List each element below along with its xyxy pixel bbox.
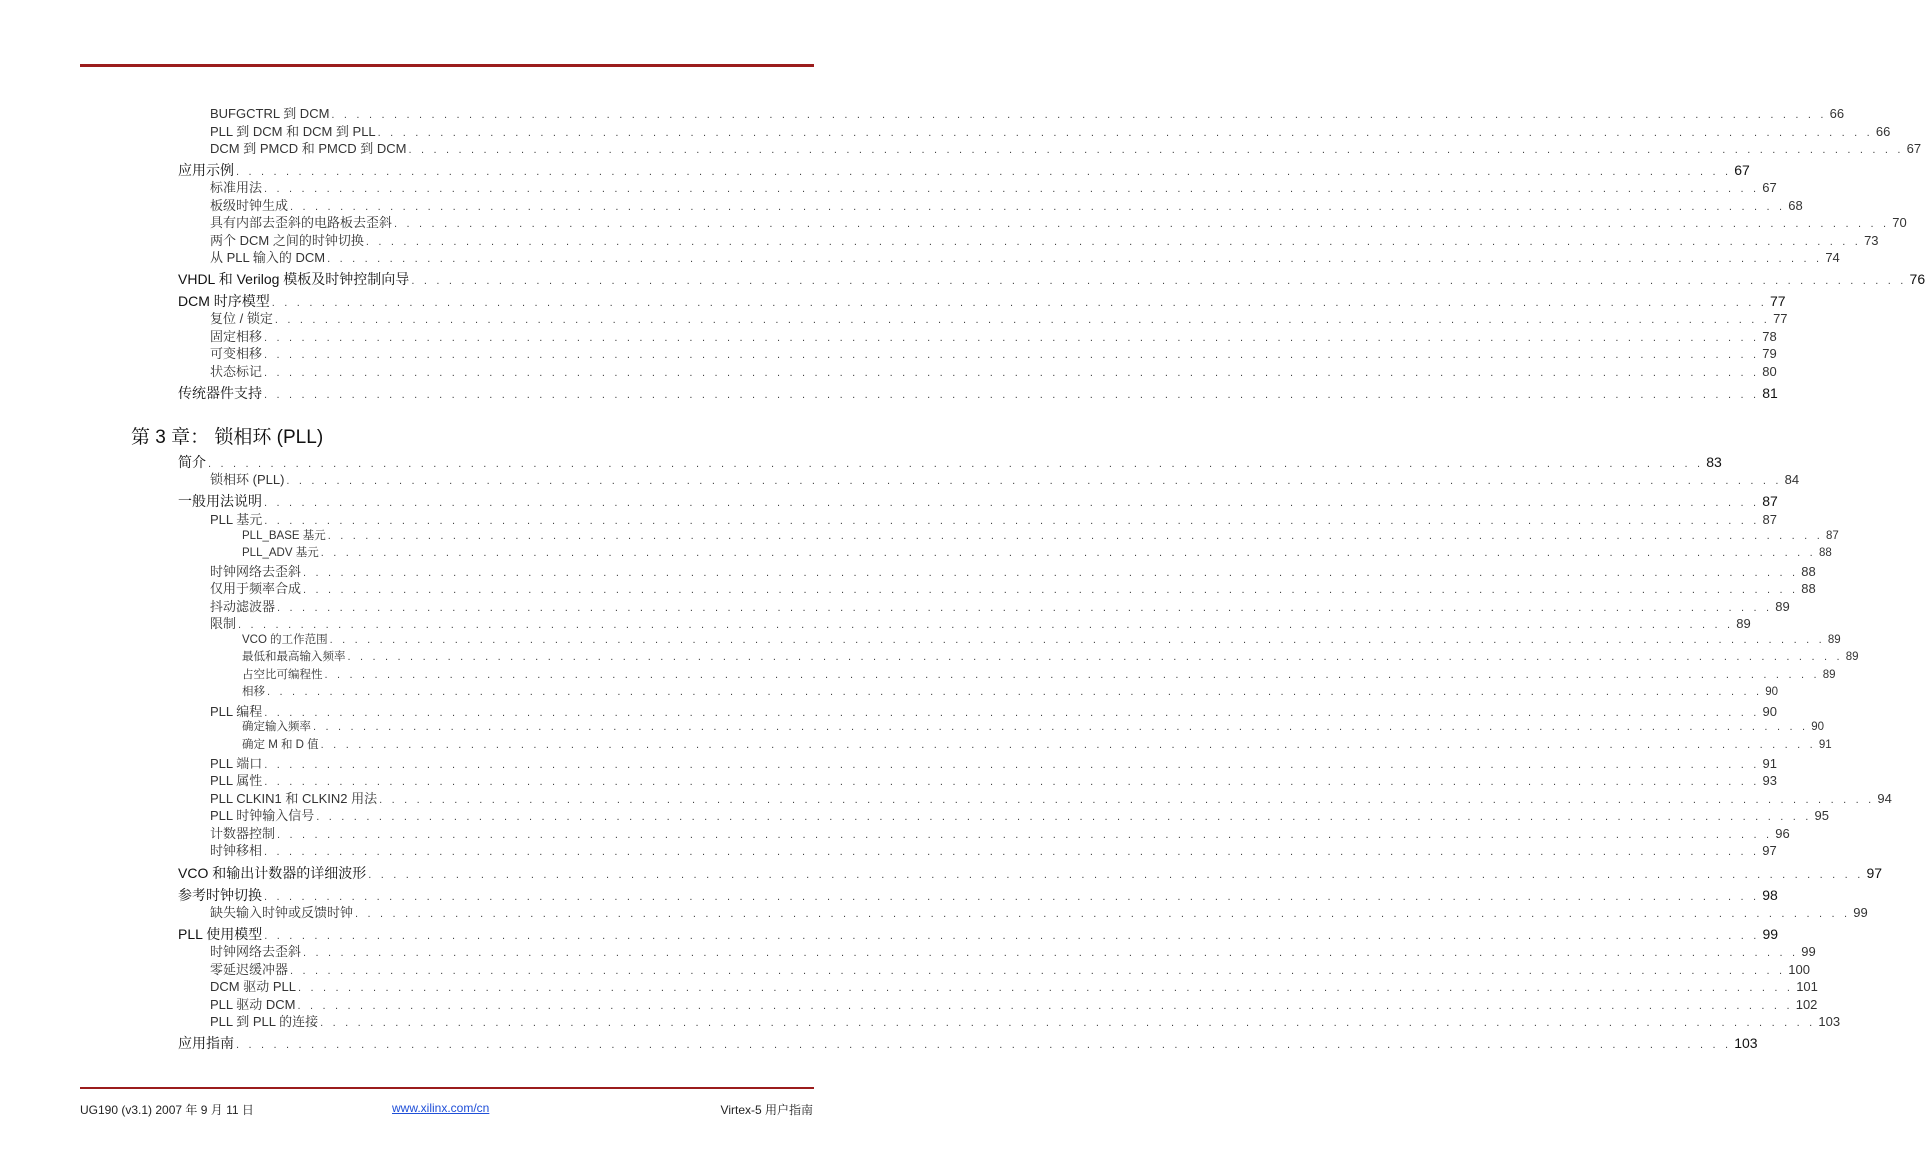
toc-page-number: 67 [1906, 141, 1922, 156]
toc-page-number: 78 [1762, 329, 1777, 344]
toc-entry-level-3[interactable] [242, 544, 1832, 560]
toc-dot-leader: . . . . . . . . . . . . . . . . . . . . . . . . . . . . . . . . . . . . . . . . . . . . . . . . . . . . . . . . . . . . . . . . . . . . . . . . . . . . . . . . . . . . . . . . . . . . . . . . . . . . . . . . . . . . . . . . . . . . . . . . [316, 811, 1812, 823]
toc-entry-title: PLL_ADV 基元 [242, 547, 319, 559]
toc-dot-leader: . . . . . . . . . . . . . . . . . . . . . . . . . . . . . . . . . . . . . . . . . . . . . . . . . . . . . . . . . . . . . . . . . . . . . . . . . . . . . . . . . . . . . . . . . . . . . . . . . . . . . . . . . . . . . . . . . . . . . . . . [277, 602, 1773, 614]
toc-dot-leader: . . . . . . . . . . . . . . . . . . . . . . . . . . . . . . . . . . . . . . . . . . . . . . . . . . . . . . . . . . . . . . . . . . . . . . . . . . . . . . . . . . . . . . . . . . . . . . . . . . . . . . . . . . . . . . . . . . . . . . . . [347, 651, 1843, 663]
toc-page-number: 89 [1827, 634, 1841, 646]
toc-entry-title: 零延迟缓冲器 [210, 962, 289, 977]
toc-entry-level-2[interactable] [210, 103, 1845, 122]
toc-page-number: 83 [1706, 454, 1722, 470]
toc-entry-level-1[interactable] [178, 1033, 1758, 1053]
toc-dot-leader: . . . . . . . . . . . . . . . . . . . . . . . . . . . . . . . . . . . . . . . . . . . . . . . . . . . . . . . . . . . . . . . . . . . . . . . . . . . . . . . . . . . . . . . . . . . . . . . . . . . . . . . . . . . . . . . . . . . . . . . . [264, 759, 1760, 771]
toc-entry-level-2[interactable] [210, 247, 1840, 266]
toc-entry-level-3[interactable] [242, 527, 1839, 543]
toc-page-number: 91 [1818, 739, 1832, 751]
toc-page-number: 95 [1814, 808, 1829, 823]
toc-entry-title: 仅用于频率合成 [210, 581, 302, 596]
toc-entry-level-2[interactable] [210, 212, 1907, 231]
toc-page-number: 101 [1796, 979, 1818, 994]
toc-dot-leader: . . . . . . . . . . . . . . . . . . . . . . . . . . . . . . . . . . . . . . . . . . . . . . . . . . . . . . . . . . . . . . . . . . . . . . . . . . . . . . . . . . . . . . . . . . . . . . . . . . . . . . . . . . . . . . . . . . . . . . . . [290, 201, 1786, 213]
toc-page-number: 99 [1853, 905, 1868, 920]
toc-dot-leader: . . . . . . . . . . . . . . . . . . . . . . . . . . . . . . . . . . . . . . . . . . . . . . . . . . . . . . . . . . . . . . . . . . . . . . . . . . . . . . . . . . . . . . . . . . . . . . . . . . . . . . . . . . . . . . . . . . . . . . . . [264, 497, 1760, 509]
toc-entry-title: PLL 基元 [210, 512, 263, 527]
toc-dot-leader: . . . . . . . . . . . . . . . . . . . . . . . . . . . . . . . . . . . . . . . . . . . . . . . . . . . . . . . . . . . . . . . . . . . . . . . . . . . . . . . . . . . . . . . . . . . . . . . . . . . . . . . . . . . . . . . . . . . . . . . . [290, 965, 1786, 977]
footer-doc-id: UG190 (v3.1) 2007 年 9 月 11 日 [80, 1103, 254, 1117]
toc-entry-title: 时钟网络去歪斜 [210, 564, 302, 579]
toc-dot-leader: . . . . . . . . . . . . . . . . . . . . . . . . . . . . . . . . . . . . . . . . . . . . . . . . . . . . . . . . . . . . . . . . . . . . . . . . . . . . . . . . . . . . . . . . . . . . . . . . . . . . . . . . . . . . . . . . . . . . . . . . [377, 127, 1873, 139]
toc-page-number: 68 [1788, 198, 1803, 213]
toc-dot-leader: . . . . . . . . . . . . . . . . . . . . . . . . . . . . . . . . . . . . . . . . . . . . . . . . . . . . . . . . . . . . . . . . . . . . . . . . . . . . . . . . . . . . . . . . . . . . . . . . . . . . . . . . . . . . . . . . . . . . . . . . [264, 332, 1760, 344]
toc-entry-level-2[interactable] [210, 361, 1777, 380]
toc-entry-title: 复位 / 锁定 [210, 311, 273, 326]
toc-dot-leader: . . . . . . . . . . . . . . . . . . . . . . . . . . . . . . . . . . . . . . . . . . . . . . . . . . . . . . . . . . . . . . . . . . . . . . . . . . . . . . . . . . . . . . . . . . . . . . . . . . . . . . . . . . . . . . . . . . . . . . . . [408, 144, 1904, 156]
toc-page-number: 76 [1909, 271, 1925, 287]
toc-page-number: 97 [1866, 865, 1883, 881]
toc-entry-level-2[interactable] [210, 902, 1868, 921]
footer-guide-title: Virtex-5 用户指南 [720, 1103, 813, 1117]
toc-page-number: 88 [1801, 564, 1816, 579]
toc-entry-title: 从 PLL 输入的 DCM [210, 250, 326, 265]
toc-entry-level-1[interactable] [178, 269, 1925, 289]
toc-entry-level-3[interactable] [242, 631, 1841, 647]
toc-entry-level-2[interactable] [210, 805, 1829, 824]
toc-entry-title: 缺失输入时钟或反馈时钟 [210, 905, 354, 920]
toc-entry-level-2[interactable] [210, 840, 1777, 859]
toc-entry-title: PLL 编程 [210, 704, 263, 719]
toc-page-number: 100 [1788, 962, 1810, 977]
toc-dot-leader: . . . . . . . . . . . . . . . . . . . . . . . . . . . . . . . . . . . . . . . . . . . . . . . . . . . . . . . . . . . . . . . . . . . . . . . . . . . . . . . . . . . . . . . . . . . . . . . . . . . . . . . . . . . . . . . . . . . . . . . . [303, 567, 1799, 579]
toc-page-number: 80 [1762, 364, 1777, 379]
toc-page-number: 81 [1762, 385, 1778, 401]
toc-dot-leader: . . . . . . . . . . . . . . . . . . . . . . . . . . . . . . . . . . . . . . . . . . . . . . . . . . . . . . . . . . . . . . . . . . . . . . . . . . . . . . . . . . . . . . . . . . . . . . . . . . . . . . . . . . . . . . . . . . . . . . . . [264, 349, 1760, 361]
toc-page-number: 74 [1825, 250, 1840, 265]
toc-entry-title: 板级时钟生成 [210, 198, 289, 213]
toc-entry-title: 固定相移 [210, 329, 263, 344]
toc-entry-level-1[interactable] [178, 863, 1883, 883]
toc-dot-leader: . . . . . . . . . . . . . . . . . . . . . . . . . . . . . . . . . . . . . . . . . . . . . . . . . . . . . . . . . . . . . . . . . . . . . . . . . . . . . . . . . . . . . . . . . . . . . . . . . . . . . . . . . . . . . . . . . . . . . . . . [264, 389, 1760, 401]
toc-dot-leader: . . . . . . . . . . . . . . . . . . . . . . . . . . . . . . . . . . . . . . . . . . . . . . . . . . . . . . . . . . . . . . . . . . . . . . . . . . . . . . . . . . . . . . . . . . . . . . . . . . . . . . . . . . . . . . . . . . . . . . . . [264, 183, 1760, 195]
toc-entry-title: DCM 驱动 PLL [210, 979, 296, 994]
toc-entry-level-2[interactable] [210, 343, 1777, 362]
toc-entry-title: 确定输入频率 [242, 721, 311, 733]
toc-page-number: 88 [1818, 547, 1832, 559]
toc-entry-title: 一般用法说明 [178, 493, 262, 509]
toc-dot-leader: . . . . . . . . . . . . . . . . . . . . . . . . . . . . . . . . . . . . . . . . . . . . . . . . . . . . . . . . . . . . . . . . . . . . . . . . . . . . . . . . . . . . . . . . . . . . . . . . . . . . . . . . . . . . . . . . . . . . . . . . [264, 930, 1760, 942]
toc-page-number: 94 [1877, 791, 1892, 806]
toc-entry-level-3[interactable] [242, 648, 1859, 664]
toc-entry-level-2[interactable] [210, 578, 1816, 597]
toc-entry-level-2[interactable] [210, 976, 1818, 995]
toc-page-number: 67 [1762, 180, 1777, 195]
toc-entry-level-2[interactable] [210, 177, 1777, 196]
toc-page-number: 88 [1801, 581, 1816, 596]
toc-dot-leader: . . . . . . . . . . . . . . . . . . . . . . . . . . . . . . . . . . . . . . . . . . . . . . . . . . . . . . . . . . . . . . . . . . . . . . . . . . . . . . . . . . . . . . . . . . . . . . . . . . . . . . . . . . . . . . . . . . . . . . . . [303, 584, 1799, 596]
toc-dot-leader: . . . . . . . . . . . . . . . . . . . . . . . . . . . . . . . . . . . . . . . . . . . . . . . . . . . . . . . . . . . . . . . . . . . . . . . . . . . . . . . . . . . . . . . . . . . . . . . . . . . . . . . . . . . . . . . . . . . . . . . . [277, 829, 1773, 841]
toc-page-number: 99 [1762, 926, 1779, 942]
toc-page-number: 87 [1825, 530, 1839, 542]
toc-entry-title: PLL 使用模型 [178, 926, 263, 942]
toc-page-number: 77 [1773, 311, 1788, 326]
toc-entry-title: VCO 的工作范围 [242, 634, 328, 646]
toc-dot-leader: . . . . . . . . . . . . . . . . . . . . . . . . . . . . . . . . . . . . . . . . . . . . . . . . . . . . . . . . . . . . . . . . . . . . . . . . . . . . . . . . . . . . . . . . . . . . . . . . . . . . . . . . . . . . . . . . . . . . . . . . [303, 947, 1799, 959]
toc-entry-title: PLL 端口 [210, 756, 263, 771]
toc-entry-title: 计数器控制 [210, 826, 276, 841]
toc-entry-level-1[interactable] [178, 383, 1778, 403]
toc-page-number: 96 [1775, 826, 1790, 841]
toc-entry-title: 简介 [178, 454, 206, 470]
toc-entry-title: VCO 和输出计数器的详细波形 [178, 865, 367, 881]
toc-dot-leader: . . . . . . . . . . . . . . . . . . . . . . . . . . . . . . . . . . . . . . . . . . . . . . . . . . . . . . . . . . . . . . . . . . . . . . . . . . . . . . . . . . . . . . . . . . . . . . . . . . . . . . . . . . . . . . . . . . . . . . . . [271, 297, 1768, 309]
toc-dot-leader: . . . . . . . . . . . . . . . . . . . . . . . . . . . . . . . . . . . . . . . . . . . . . . . . . . . . . . . . . . . . . . . . . . . . . . . . . . . . . . . . . . . . . . . . . . . . . . . . . . . . . . . . . . . . . . . . . . . . . . . . [238, 619, 1734, 631]
toc-page-number: 91 [1762, 756, 1777, 771]
toc-page-number: 90 [1765, 686, 1779, 698]
toc-page-number: 87 [1762, 512, 1777, 527]
toc-entry-level-1[interactable] [178, 491, 1778, 511]
chapter-heading: 第 3 章： 锁相环 (PLL) [131, 427, 324, 448]
toc-dot-leader: . . . . . . . . . . . . . . . . . . . . . . . . . . . . . . . . . . . . . . . . . . . . . . . . . . . . . . . . . . . . . . . . . . . . . . . . . . . . . . . . . . . . . . . . . . . . . . . . . . . . . . . . . . . . . . . . . . . . . . . . [324, 669, 1820, 681]
toc-dot-leader: . . . . . . . . . . . . . . . . . . . . . . . . . . . . . . . . . . . . . . . . . . . . . . . . . . . . . . . . . . . . . . . . . . . . . . . . . . . . . . . . . . . . . . . . . . . . . . . . . . . . . . . . . . . . . . . . . . . . . . . . [327, 530, 1823, 542]
toc-page-number: 102 [1795, 997, 1818, 1012]
toc-page-number: 90 [1811, 721, 1825, 733]
toc-entry-title: DCM 到 PMCD 和 PMCD 到 DCM [210, 141, 407, 156]
toc-page-number: 89 [1845, 651, 1859, 663]
toc-dot-leader: . . . . . . . . . . . . . . . . . . . . . . . . . . . . . . . . . . . . . . . . . . . . . . . . . . . . . . . . . . . . . . . . . . . . . . . . . . . . . . . . . . . . . . . . . . . . . . . . . . . . . . . . . . . . . . . . . . . . . . . . [297, 982, 1794, 994]
toc-entry-title: 确定 M 和 D 值 [242, 739, 319, 751]
toc-dot-leader: . . . . . . . . . . . . . . . . . . . . . . . . . . . . . . . . . . . . . . . . . . . . . . . . . . . . . . . . . . . . . . . . . . . . . . . . . . . . . . . . . . . . . . . . . . . . . . . . . . . . . . . . . . . . . . . . . . . . . . . . [327, 253, 1823, 265]
toc-page-number: 89 [1775, 599, 1790, 614]
toc-entry-level-2[interactable] [210, 138, 1922, 157]
toc-dot-leader: . . . . . . . . . . . . . . . . . . . . . . . . . . . . . . . . . . . . . . . . . . . . . . . . . . . . . . . . . . . . . . . . . . . . . . . . . . . . . . . . . . . . . . . . . . . . . . . . . . . . . . . . . . . . . . . . . . . . . . . . [411, 275, 1907, 287]
toc-dot-leader: . . . . . . . . . . . . . . . . . . . . . . . . . . . . . . . . . . . . . . . . . . . . . . . . . . . . . . . . . . . . . . . . . . . . . . . . . . . . . . . . . . . . . . . . . . . . . . . . . . . . . . . . . . . . . . . . . . . . . . . . [329, 634, 1825, 646]
toc-entry-title: 时钟移相 [210, 843, 263, 858]
toc-page-number: 93 [1762, 773, 1777, 788]
toc-entry-title: PLL 属性 [210, 773, 263, 788]
toc-entry-title: DCM 时序模型 [178, 293, 270, 309]
toc-entry-title: 锁相环 (PLL) [210, 472, 285, 487]
toc-dot-leader: . . . . . . . . . . . . . . . . . . . . . . . . . . . . . . . . . . . . . . . . . . . . . . . . . . . . . . . . . . . . . . . . . . . . . . . . . . . . . . . . . . . . . . . . . . . . . . . . . . . . . . . . . . . . . . . . . . . . . . . . [264, 776, 1760, 788]
toc-entry-level-2[interactable] [210, 509, 1777, 528]
toc-page-number: 66 [1829, 106, 1845, 121]
toc-entry-title: 可变相移 [210, 346, 263, 361]
toc-entry-title: 应用示例 [178, 162, 234, 178]
footer-website-link[interactable]: www.xilinx.com/cn [392, 1101, 490, 1115]
toc-page-number: 89 [1736, 616, 1751, 631]
toc-entry-level-2[interactable] [210, 770, 1777, 789]
toc-dot-leader: . . . . . . . . . . . . . . . . . . . . . . . . . . . . . . . . . . . . . . . . . . . . . . . . . . . . . . . . . . . . . . . . . . . . . . . . . . . . . . . . . . . . . . . . . . . . . . . . . . . . . . . . . . . . . . . . . . . . . . . . [368, 869, 1864, 881]
toc-entry-title: 传统器件支持 [178, 385, 262, 401]
toc-entry-title: 抖动滤波器 [210, 599, 276, 614]
toc-page-number: 73 [1864, 233, 1879, 248]
toc-entry-title: BUFGCTRL 到 DCM [210, 106, 330, 121]
toc-dot-leader: . . . . . . . . . . . . . . . . . . . . . . . . . . . . . . . . . . . . . . . . . . . . . . . . . . . . . . . . . . . . . . . . . . . . . . . . . . . . . . . . . . . . . . . . . . . . . . . . . . . . . . . . . . . . . . . . . . . . . . . . [297, 1000, 1793, 1012]
toc-entry-title: 两个 DCM 之间的时钟切换 [210, 233, 364, 248]
toc-page-number: 67 [1734, 162, 1750, 178]
toc-entry-title: PLL 驱动 DCM [210, 997, 296, 1012]
toc-dot-leader: . . . . . . . . . . . . . . . . . . . . . . . . . . . . . . . . . . . . . . . . . . . . . . . . . . . . . . . . . . . . . . . . . . . . . . . . . . . . . . . . . . . . . . . . . . . . . . . . . . . . . . . . . . . . . . . . . . . . . . . . [208, 458, 1704, 470]
toc-dot-leader: . . . . . . . . . . . . . . . . . . . . . . . . . . . . . . . . . . . . . . . . . . . . . . . . . . . . . . . . . . . . . . . . . . . . . . . . . . . . . . . . . . . . . . . . . . . . . . . . . . . . . . . . . . . . . . . . . . . . . . . . [320, 547, 1816, 559]
toc-entry-title: 时钟网络去歪斜 [210, 944, 302, 959]
toc-dot-leader: . . . . . . . . . . . . . . . . . . . . . . . . . . . . . . . . . . . . . . . . . . . . . . . . . . . . . . . . . . . . . . . . . . . . . . . . . . . . . . . . . . . . . . . . . . . . . . . . . . . . . . . . . . . . . . . . . . . . . . . . [267, 686, 1763, 698]
toc-dot-leader: . . . . . . . . . . . . . . . . . . . . . . . . . . . . . . . . . . . . . . . . . . . . . . . . . . . . . . . . . . . . . . . . . . . . . . . . . . . . . . . . . . . . . . . . . . . . . . . . . . . . . . . . . . . . . . . . . . . . . . . . [394, 218, 1890, 230]
toc-dot-leader: . . . . . . . . . . . . . . . . . . . . . . . . . . . . . . . . . . . . . . . . . . . . . . . . . . . . . . . . . . . . . . . . . . . . . . . . . . . . . . . . . . . . . . . . . . . . . . . . . . . . . . . . . . . . . . . . . . . . . . . . [264, 846, 1760, 858]
toc-page-number: 103 [1734, 1035, 1758, 1051]
toc-entry-title: 状态标记 [210, 364, 263, 379]
toc-entry-level-2[interactable] [210, 613, 1751, 632]
toc-entry-level-2[interactable] [210, 941, 1816, 960]
toc-entry-level-2[interactable] [210, 469, 1800, 488]
toc-entry-level-3[interactable] [242, 683, 1779, 699]
footer-rule [80, 1087, 814, 1089]
toc-entry-level-3[interactable] [242, 718, 1825, 734]
toc-entry-level-3[interactable] [242, 736, 1832, 752]
toc-dot-leader: . . . . . . . . . . . . . . . . . . . . . . . . . . . . . . . . . . . . . . . . . . . . . . . . . . . . . . . . . . . . . . . . . . . . . . . . . . . . . . . . . . . . . . . . . . . . . . . . . . . . . . . . . . . . . . . . . . . . . . . . [264, 515, 1760, 527]
toc-dot-leader: . . . . . . . . . . . . . . . . . . . . . . . . . . . . . . . . . . . . . . . . . . . . . . . . . . . . . . . . . . . . . . . . . . . . . . . . . . . . . . . . . . . . . . . . . . . . . . . . . . . . . . . . . . . . . . . . . . . . . . . . [355, 908, 1851, 920]
toc-dot-leader: . . . . . . . . . . . . . . . . . . . . . . . . . . . . . . . . . . . . . . . . . . . . . . . . . . . . . . . . . . . . . . . . . . . . . . . . . . . . . . . . . . . . . . . . . . . . . . . . . . . . . . . . . . . . . . . . . . . . . . . . [286, 475, 1782, 487]
toc-entry-title: PLL 到 PLL 的连接 [210, 1014, 319, 1029]
toc-page-number: 77 [1770, 293, 1786, 309]
toc-dot-leader: . . . . . . . . . . . . . . . . . . . . . . . . . . . . . . . . . . . . . . . . . . . . . . . . . . . . . . . . . . . . . . . . . . . . . . . . . . . . . . . . . . . . . . . . . . . . . . . . . . . . . . . . . . . . . . . . . . . . . . . . [274, 314, 1771, 326]
toc-entry-title: 标准用法 [210, 180, 263, 195]
toc-page-number: 84 [1784, 472, 1800, 487]
toc-entry-level-2[interactable] [210, 1011, 1841, 1030]
toc-dot-leader: . . . . . . . . . . . . . . . . . . . . . . . . . . . . . . . . . . . . . . . . . . . . . . . . . . . . . . . . . . . . . . . . . . . . . . . . . . . . . . . . . . . . . . . . . . . . . . . . . . . . . . . . . . . . . . . . . . . . . . . . [320, 1017, 1816, 1029]
toc-dot-leader: . . . . . . . . . . . . . . . . . . . . . . . . . . . . . . . . . . . . . . . . . . . . . . . . . . . . . . . . . . . . . . . . . . . . . . . . . . . . . . . . . . . . . . . . . . . . . . . . . . . . . . . . . . . . . . . . . . . . . . . . [365, 236, 1862, 248]
toc-entry-title: 应用指南 [178, 1035, 234, 1051]
toc-entry-title: 限制 [210, 616, 237, 631]
toc-entry-title: 最低和最高输入频率 [242, 651, 346, 663]
toc-page-number: 103 [1818, 1014, 1841, 1029]
toc-entry-title: VHDL 和 Verilog 模板及时钟控制向导 [178, 271, 410, 287]
toc-entry-title: 相移 [242, 686, 265, 698]
toc-dot-leader: . . . . . . . . . . . . . . . . . . . . . . . . . . . . . . . . . . . . . . . . . . . . . . . . . . . . . . . . . . . . . . . . . . . . . . . . . . . . . . . . . . . . . . . . . . . . . . . . . . . . . . . . . . . . . . . . . . . . . . . . [264, 891, 1760, 903]
toc-page-number: 99 [1801, 944, 1816, 959]
toc-dot-leader: . . . . . . . . . . . . . . . . . . . . . . . . . . . . . . . . . . . . . . . . . . . . . . . . . . . . . . . . . . . . . . . . . . . . . . . . . . . . . . . . . . . . . . . . . . . . . . . . . . . . . . . . . . . . . . . . . . . . . . . . [236, 1039, 1732, 1051]
toc-entry-level-2[interactable] [210, 308, 1788, 327]
toc-page-number: 66 [1875, 124, 1891, 139]
toc-page-number: 97 [1762, 843, 1777, 858]
toc-dot-leader: . . . . . . . . . . . . . . . . . . . . . . . . . . . . . . . . . . . . . . . . . . . . . . . . . . . . . . . . . . . . . . . . . . . . . . . . . . . . . . . . . . . . . . . . . . . . . . . . . . . . . . . . . . . . . . . . . . . . . . . . [264, 367, 1760, 379]
toc-entry-title: PLL_BASE 基元 [242, 530, 326, 542]
toc-entry-title: 具有内部去歪斜的电路板去歪斜 [210, 215, 393, 230]
toc-page-number: 79 [1762, 346, 1777, 361]
toc-page-number: 90 [1762, 704, 1777, 719]
toc-entry-title: PLL CLKIN1 和 CLKIN2 用法 [210, 791, 378, 806]
toc-entry-title: PLL 时钟输入信号 [210, 808, 315, 823]
toc-entry-title: PLL 到 DCM 和 DCM 到 PLL [210, 124, 376, 139]
toc-page-number: 70 [1892, 215, 1907, 230]
toc-dot-leader: . . . . . . . . . . . . . . . . . . . . . . . . . . . . . . . . . . . . . . . . . . . . . . . . . . . . . . . . . . . . . . . . . . . . . . . . . . . . . . . . . . . . . . . . . . . . . . . . . . . . . . . . . . . . . . . . . . . . . . . . [264, 707, 1760, 719]
toc-page-number: 89 [1822, 669, 1836, 681]
toc-entry-level-3[interactable] [242, 666, 1836, 682]
toc-dot-leader: . . . . . . . . . . . . . . . . . . . . . . . . . . . . . . . . . . . . . . . . . . . . . . . . . . . . . . . . . . . . . . . . . . . . . . . . . . . . . . . . . . . . . . . . . . . . . . . . . . . . . . . . . . . . . . . . . . . . . . . . [313, 721, 1809, 733]
toc-dot-leader: . . . . . . . . . . . . . . . . . . . . . . . . . . . . . . . . . . . . . . . . . . . . . . . . . . . . . . . . . . . . . . . . . . . . . . . . . . . . . . . . . . . . . . . . . . . . . . . . . . . . . . . . . . . . . . . . . . . . . . . . [236, 166, 1732, 178]
toc-entry-title: 占空比可编程性 [242, 669, 323, 681]
toc-page-number: 87 [1762, 493, 1778, 509]
toc-dot-leader: . . . . . . . . . . . . . . . . . . . . . . . . . . . . . . . . . . . . . . . . . . . . . . . . . . . . . . . . . . . . . . . . . . . . . . . . . . . . . . . . . . . . . . . . . . . . . . . . . . . . . . . . . . . . . . . . . . . . . . . . [320, 739, 1816, 751]
toc-entry-title: 参考时钟切换 [178, 887, 262, 903]
toc-dot-leader: . . . . . . . . . . . . . . . . . . . . . . . . . . . . . . . . . . . . . . . . . . . . . . . . . . . . . . . . . . . . . . . . . . . . . . . . . . . . . . . . . . . . . . . . . . . . . . . . . . . . . . . . . . . . . . . . . . . . . . . . [379, 794, 1875, 806]
toc-page-number: 98 [1762, 887, 1778, 903]
toc-dot-leader: . . . . . . . . . . . . . . . . . . . . . . . . . . . . . . . . . . . . . . . . . . . . . . . . . . . . . . . . . . . . . . . . . . . . . . . . . . . . . . . . . . . . . . . . . . . . . . . . . . . . . . . . . . . . . . . . . . . . . . . . [331, 109, 1827, 121]
